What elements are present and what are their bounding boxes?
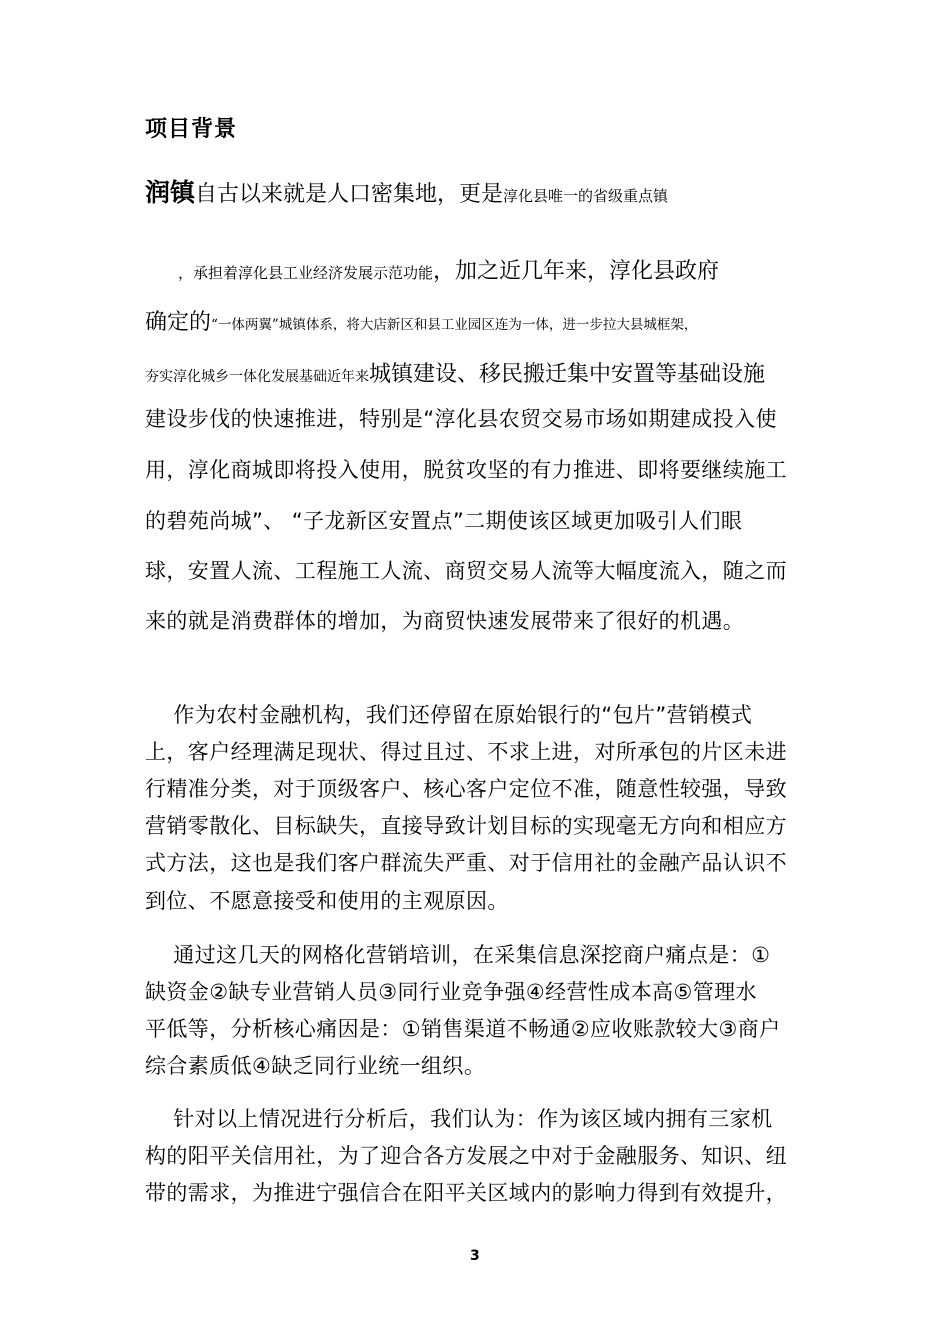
para3-line: 综合素质低④缺乏同行业统一组织。	[145, 1054, 486, 1078]
para1-line3-small: “一体两翼”城镇体系，将大店新区和县工业园区连为一体，进一步拉大县城框架，	[211, 317, 698, 333]
para1-body-line: 的碧苑尚城”、 “子龙新区安置点”二期使该区域更加吸引人们眼	[145, 509, 743, 533]
page-number: 3	[470, 1248, 480, 1264]
para3-line: 缺资金②缺专业营销人员③同行业竞争强④经营性成本高⑤管理水	[145, 980, 757, 1004]
para2-line: 营销零散化、目标缺失，直接导致计划目标的实现毫无方向和相应方	[145, 814, 787, 838]
para1-line4-text: 城镇建设、移民搬迁集中安置等基础设施	[369, 362, 766, 387]
para1-body-line: 建设步伐的快速推进，特别是“淳化县农贸交易市场如期建成投入使	[145, 407, 777, 431]
para1-body-line: 用，淳化商城即将投入使用，脱贫攻坚的有力推进、即将要继续施工	[145, 458, 787, 482]
town-name: 润镇	[145, 178, 196, 207]
para3-line: 平低等，分析核心痛因是：①销售渠道不畅通②应收账款较大③商户	[145, 1017, 781, 1041]
para1-body-line: 来的就是消费群体的增加，为商贸快速发展带来了很好的机遇。	[145, 609, 745, 633]
para2-line: 作为农村金融机构，我们还停留在原始银行的“包片”营销模式	[145, 703, 753, 727]
section-heading: 项目背景	[145, 117, 238, 142]
para1-line4-small: 夯实淳化城乡一体化发展基础近年来	[145, 369, 369, 385]
para1-line1-text: 自古以来就是人口密集地，更是	[195, 182, 504, 207]
para1-body-line: 球，安置人流、工程施工人流、商贸交易人流等大幅度流入，随之而	[145, 559, 787, 583]
para2-line: 到位、不愿意接受和使用的主观原因。	[145, 889, 509, 913]
para1-line1	[145, 176, 668, 213]
para3-line: 通过这几天的网格化营销培训，在采集信息深挖商户痛点是：①	[145, 943, 771, 967]
para2-line: 上，客户经理满足现状、得过且过、不求上进，对所承包的片区未进	[145, 740, 787, 764]
para1-line2-text: ，加之近几年来，淳化县政府	[433, 259, 720, 284]
para2-line: 式方法，这也是我们客户群流失严重、对于信用社的金融产品认识不	[145, 851, 787, 875]
para2-line: 行精准分类，对于顶级客户、核心客户定位不准，随意性较强，导致	[145, 777, 787, 801]
para4-line: 带的需求，为推进宁强信合在阳平关区域内的影响力得到有效提升，	[145, 1181, 787, 1205]
para1-line3	[145, 306, 697, 342]
para4-line: 针对以上情况进行分析后，我们认为：作为该区域内拥有三家机	[145, 1107, 773, 1131]
para4-line: 构的阳平关信用社，为了迎合各方发展之中对于金融服务、知识、纽	[145, 1144, 787, 1168]
para1-line1-small: 淳化县唯一的省级重点镇	[503, 187, 669, 205]
para1-line3-text: 确定的	[145, 310, 212, 335]
para1-line4	[145, 358, 765, 394]
para1-line2	[178, 255, 719, 290]
para1-line2-small: ，承担着淳化县工业经济发展示范功能	[178, 264, 434, 282]
